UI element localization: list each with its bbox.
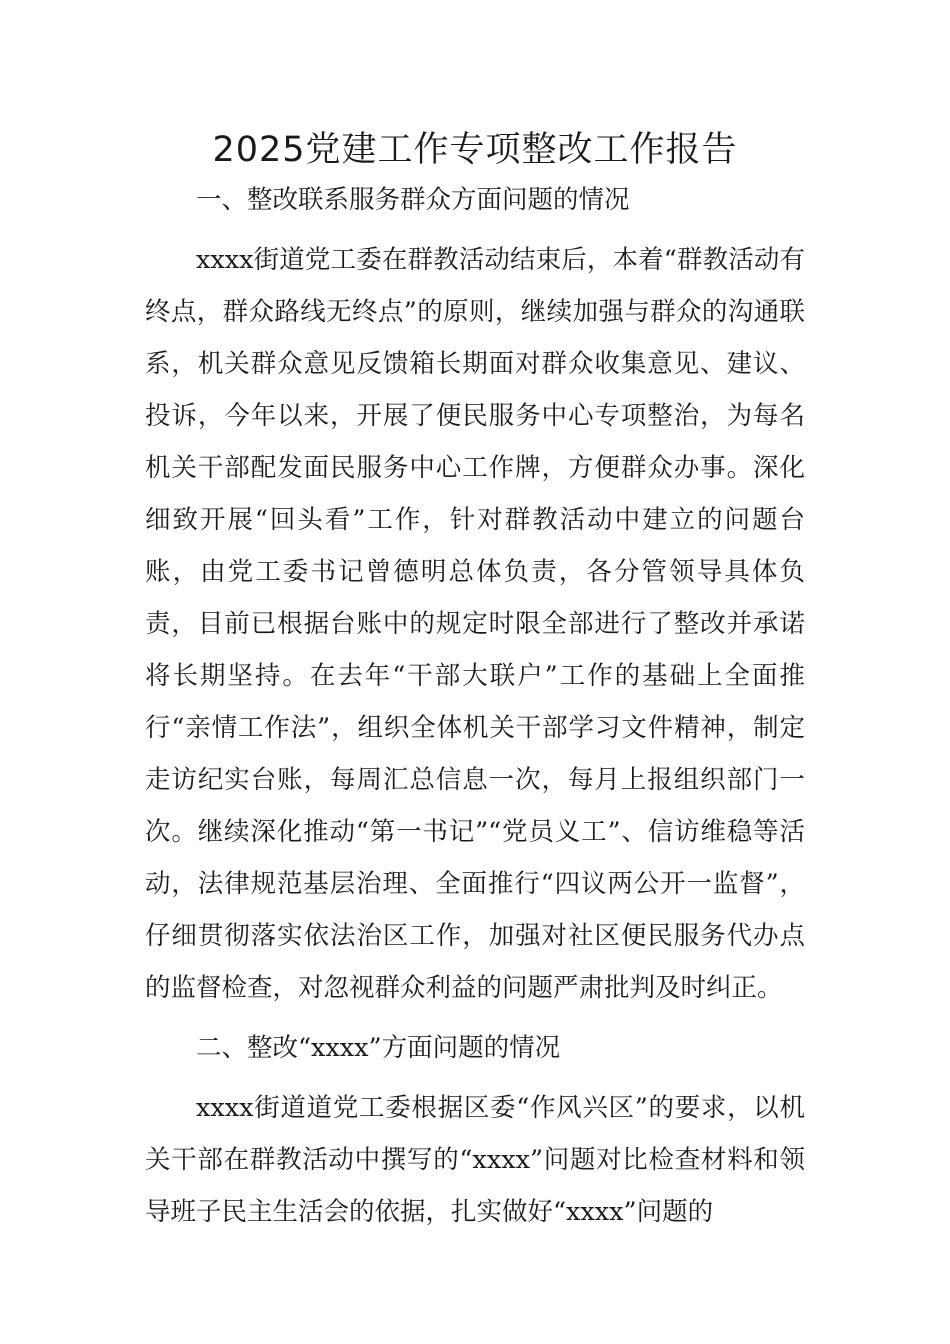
section-heading-1: 一、整改联系服务群众方面问题的情况 bbox=[196, 185, 630, 215]
document-body bbox=[145, 174, 805, 1238]
section-paragraph-1: xxxx街道党工委在群教活动结束后，本着“群教活动有终点，群众路线无终点”的原则，继续加强与群众的沟通联系，机关群众意见反馈箱长期面对群众收集意见、建议、投诉，今年以来，开展了便民服务中心专项整治，为每名机关干部配发面民服务中心工作牌，方便群众办事。深化细致开展“回头看”工作，针对群教活动中建立的问题台账，由党工委书记曾德明总体负责，各分管领导具体负责，目前已根据台账中的规定时限全部进行了整改并承诺将长期坚持。在去年“干部大联户”工作的基础上全面推行“亲情工作法”，组织全体机关干部学习文件精神，制定走访纪实台账，每周汇总信息一次，每月上报组织部门一次。继续深化推动“第一书记”“党员义工”、信访维稳等活动，法律规范基层治理、全面推行“四议两公开一监督”，仔细贯彻落实依法治区工作，加强对社区便民服务代办点的监督检查，对忽视群众利益的问题严肃批判及时纠正。 bbox=[145, 245, 805, 1003]
document-title: 2025党建工作专项整改工作报告 bbox=[212, 130, 738, 170]
section-heading-2: 二、整改“xxxx”方面问题的情况 bbox=[196, 1033, 561, 1063]
section-paragraph-2: xxxx街道道党工委根据区委“作风兴区”的要求，以机关干部在群教活动中撰写的“xxxx”问题对比检查材料和领导班子民主生活会的依据，扎实做好“xxxx”问题的 bbox=[145, 1093, 805, 1227]
